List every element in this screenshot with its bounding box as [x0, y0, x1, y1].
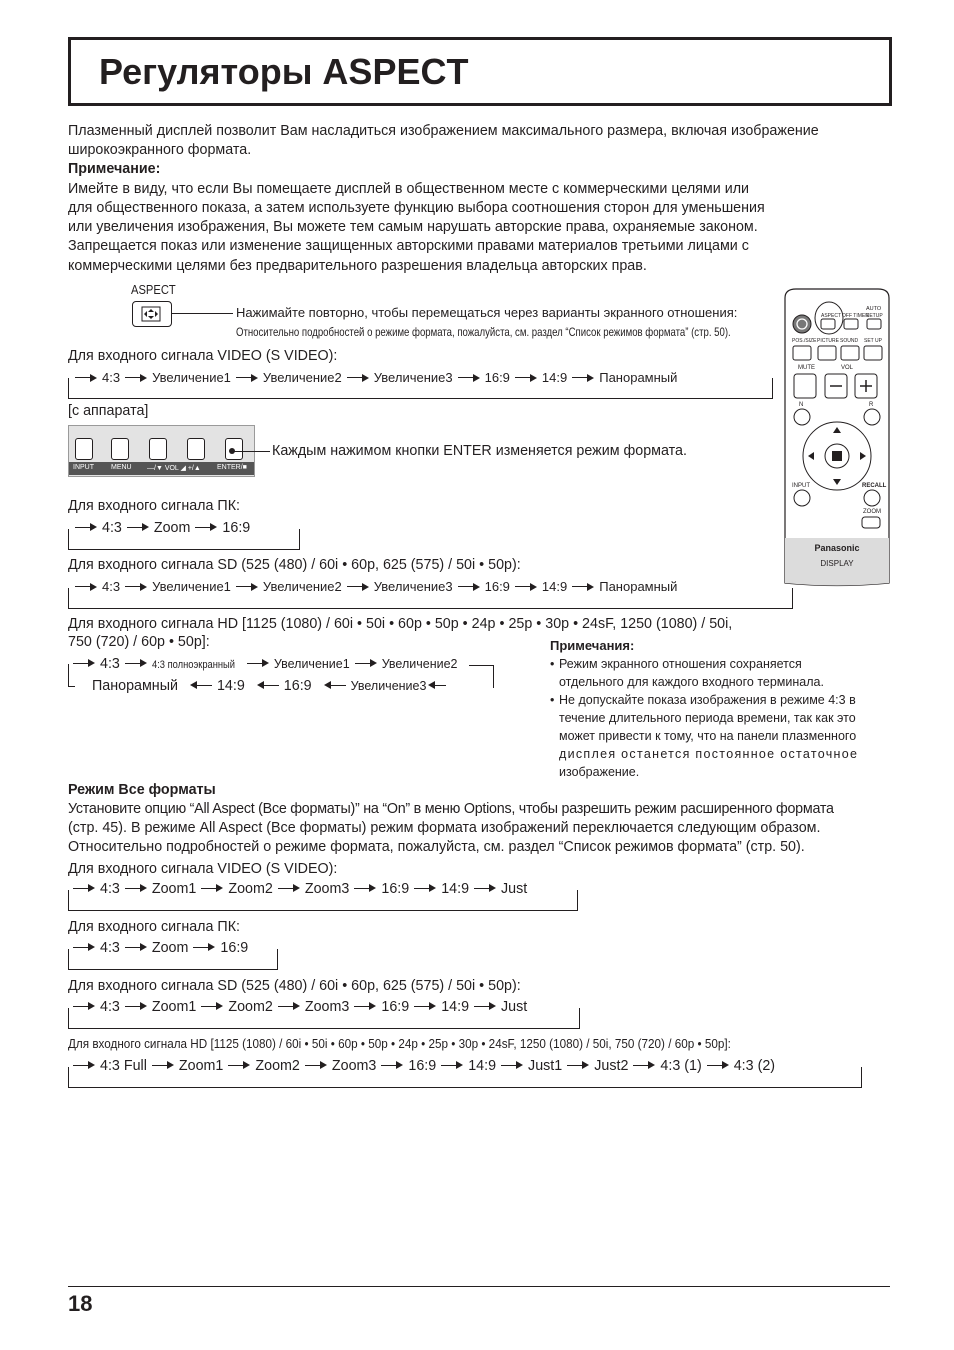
unit-label-input: INPUT	[73, 464, 94, 471]
unit-label-vol: —/▼ VOL ◢ +/▲	[147, 465, 201, 472]
remote-input-label: INPUT	[792, 483, 810, 489]
note-line: для общественного показа, а затем используете функцию выбора соотношения сторон для уменьшения	[68, 200, 765, 216]
remote-possize-label: POS./SIZE	[792, 338, 817, 344]
flow-loop	[68, 1008, 580, 1029]
remote-zoom-label: ZOOM	[863, 509, 881, 515]
input-button[interactable]	[75, 438, 93, 460]
remote-brand: Panasonic	[814, 543, 860, 553]
unit-label: [с аппарата]	[68, 403, 149, 419]
remote-n-label: N	[799, 402, 804, 408]
remote-control	[784, 288, 890, 588]
remote-vol-label: VOL	[841, 365, 854, 371]
flow-label: Для входного сигнала ПК:	[68, 498, 241, 514]
remote-offtimer-label: OFF TIMER	[842, 313, 869, 319]
flow-label: Для входного сигнала HD [1125 (1080) / 60i • 50i • 60p • 50p • 24p • 25p • 30p • 24sF, 1250 (1080) / 50i, 750 (720) / 60p • 50p]:	[68, 1036, 731, 1051]
flow-video: 4:3 Увеличение1 Увеличение2 Увеличение3 16:9 14:9 Панорамный	[70, 370, 677, 385]
flow-pc: 4:3 Zoom 16:9	[70, 520, 250, 536]
note-line: Имейте в виду, что если Вы помещаете дисплей в общественном месте с коммерческими целями или	[68, 181, 750, 197]
flow-hd-row2: Панорамный 14:9 16:9 Увеличение3	[92, 678, 451, 694]
remote-mute-label: MUTE	[798, 365, 815, 371]
enter-text: Каждым нажимом кнопки ENTER изменяется режим формата.	[272, 443, 687, 459]
flow-loop	[68, 378, 773, 399]
notes-heading: Примечания:	[550, 638, 635, 653]
remote-r-label: R	[869, 402, 874, 408]
flow-turn	[469, 665, 494, 688]
flow-label: Для входного сигнала HD [1125 (1080) / 60i • 50i • 60p • 50p • 24p • 25p • 30p • 24sF, 1250 (1080) / 50i,	[68, 616, 733, 632]
remote-sound-label: SOUND	[840, 338, 859, 344]
flow-all-pc: 4:3 Zoom 16:9	[68, 940, 248, 956]
flow-label: 750 (720) / 60p • 50p]:	[68, 634, 210, 650]
unit-label-enter: ENTER/■	[217, 464, 247, 471]
all-aspect-line: Установите опцию “All Aspect (Все форматы)” на “On” в меню Options, чтобы разрешить режим расширенного формата	[68, 801, 834, 817]
aspect-button[interactable]	[132, 301, 172, 327]
flow-label: Для входного сигнала VIDEO (S VIDEO):	[68, 348, 338, 364]
unit-label-menu: MENU	[111, 464, 132, 471]
all-aspect-line: Относительно подробностей о режиме формата, пожалуйста, см. раздел “Список режимов формата” (стр. 50).	[68, 839, 805, 855]
flow-label: Для входного сигнала SD (525 (480) / 60i • 60p, 625 (575) / 50i • 50p):	[68, 557, 521, 573]
remote-setup-label: SETUP	[866, 313, 883, 319]
note-line: Запрещается показ или изменение защищенных авторскими правами материалов третьими лицами с	[68, 238, 749, 254]
notes-list	[550, 655, 890, 781]
note-item: • Режим экранного отношения сохраняется отдельного для каждого входного терминала.	[550, 655, 890, 691]
remote-setup2-label: SET UP	[864, 338, 882, 344]
flow-label: Для входного сигнала ПК:	[68, 919, 241, 935]
flow-loop	[68, 529, 300, 550]
flow-loop	[68, 949, 278, 970]
callout-line	[232, 451, 270, 452]
note-heading: Примечание:	[68, 161, 161, 177]
remote-picture-label: PICTURE	[817, 338, 839, 344]
aspect-press-text: Нажимайте повторно, чтобы перемещаться через варианты экранного отношения:	[236, 305, 738, 320]
title-box	[68, 37, 892, 106]
menu-button[interactable]	[111, 438, 129, 460]
unit-panel	[68, 425, 255, 477]
callout-dot	[229, 448, 235, 454]
vol-down-button[interactable]	[149, 438, 167, 460]
note-line: коммерческими целями без предварительного разрешения владельца авторских прав.	[68, 258, 647, 274]
note-item: • Не допускайте показа изображения в режиме 4:3 в течение длительного периода времени, так как это может привести к тому, что на панели плазменного дисплея останется постоянное остаточное изображение.	[550, 691, 890, 781]
note-line: или увеличения изображения, Вы можете тем самым нарушать авторские права, охраняемые законом.	[68, 219, 758, 235]
remote-recall-label: RECALL	[862, 483, 887, 489]
page-title: Регуляторы ASPECT	[99, 51, 469, 92]
all-aspect-line: (стр. 45). В режиме All Aspect (Все форматы) режим формата изображений переключается следующим образом.	[68, 820, 821, 836]
aspect-ref-text: Относительно подробностей о режиме формата, пожалуйста, см. раздел “Список режимов формата” (стр. 50).	[236, 325, 731, 339]
flow-hd-row1: 4:3 4:3 полноэкранный Увеличение1 Увеличение2	[68, 656, 458, 672]
flow-turn	[68, 664, 75, 687]
flow-all-hd: 4:3 Full Zoom1 Zoom2 Zoom3 16:9 14:9 Just1 Just2 4:3 (1) 4:3 (2)	[68, 1058, 775, 1074]
remote-aspect-label: ASPECT	[821, 313, 842, 319]
flow-loop	[68, 1067, 862, 1088]
page-number: 18	[68, 1291, 93, 1316]
aspect-icon	[133, 302, 171, 326]
flow-loop	[68, 890, 578, 911]
intro-line-2: широкоэкранного формата.	[68, 142, 252, 158]
flow-all-video: 4:3 Zoom1 Zoom2 Zoom3 16:9 14:9 Just	[68, 881, 527, 897]
intro-line-1: Плазменный дисплей позволит Вам насладиться изображением максимального размера, включая изображение	[68, 123, 819, 139]
remote-auto-label: AUTO	[866, 306, 882, 312]
footer-rule	[68, 1286, 890, 1287]
flow-label: Для входного сигнала VIDEO (S VIDEO):	[68, 861, 338, 877]
flow-loop	[68, 588, 793, 609]
flow-all-sd: 4:3 Zoom1 Zoom2 Zoom3 16:9 14:9 Just	[68, 999, 527, 1015]
aspect-button-label: ASPECT	[131, 282, 176, 297]
all-aspect-heading: Режим Все форматы	[68, 782, 216, 798]
vol-up-button[interactable]	[187, 438, 205, 460]
flow-label: Для входного сигнала SD (525 (480) / 60i • 60p, 625 (575) / 50i • 50p):	[68, 978, 521, 994]
remote-display-label: DISPLAY	[820, 559, 854, 568]
flow-sd: 4:3 Увеличение1 Увеличение2 Увеличение3 16:9 14:9 Панорамный	[70, 579, 677, 594]
callout-line	[171, 313, 233, 314]
